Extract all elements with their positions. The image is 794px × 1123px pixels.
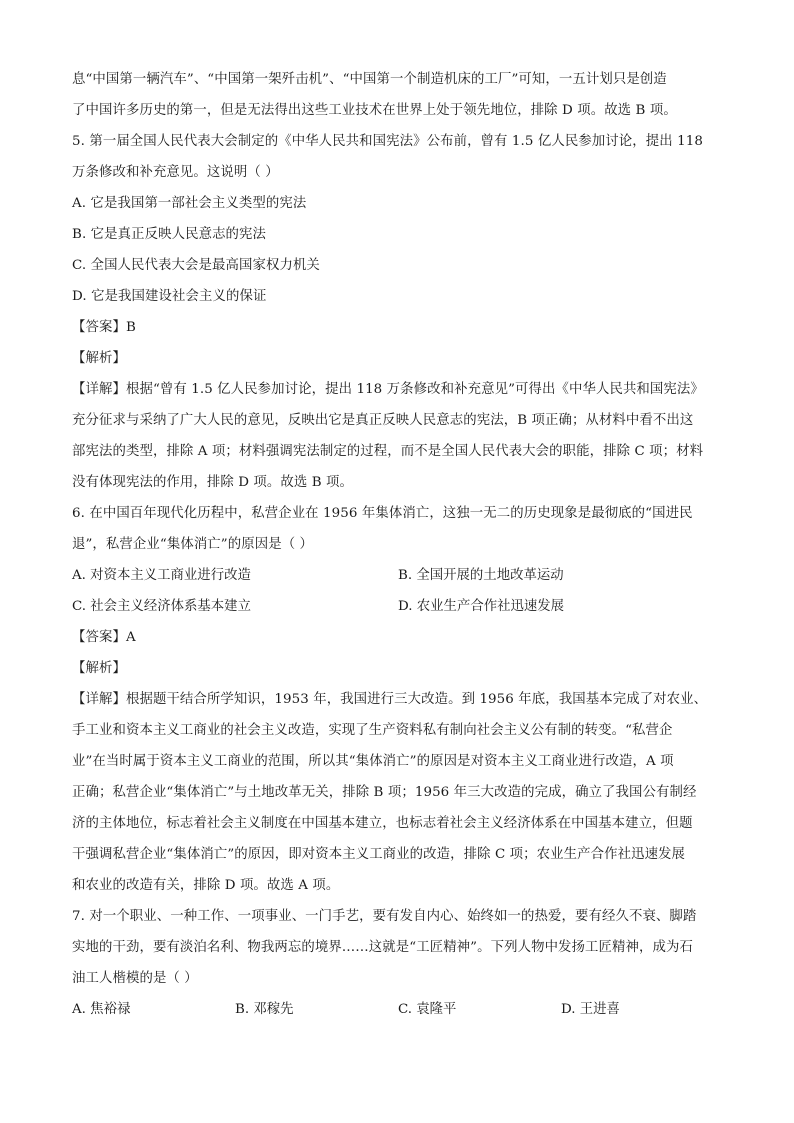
detail-line	[72, 684, 724, 715]
detail-label: 【详解】	[72, 692, 126, 707]
answer-label: 【答案】	[72, 320, 126, 335]
detail-line: 充分征求与采纳了广大人民的意见，反映出它是真正反映人民意志的宪法，B 项正确；从材料中看不出这	[72, 413, 694, 428]
option-a: A. 对资本主义工商业进行改造	[72, 568, 251, 583]
option-c: C. 袁隆平	[398, 1002, 457, 1017]
answer-line	[72, 622, 724, 653]
option-d: D. 王进喜	[561, 1002, 620, 1017]
option-c: C. 社会主义经济体系基本建立	[72, 599, 251, 614]
text-line: 息“中国第一辆汽车”、“中国第一架歼击机”、“中国第一个制造机床的工厂”可知，一五计划只是创造	[72, 72, 667, 87]
answer-label: 【答案】	[72, 630, 126, 645]
question-stem-line: 退”，私营企业“集体消亡”的原因是（ ）	[72, 537, 314, 552]
detail-line: 正确；私营企业“集体消亡”与土地改革无关，排除 B 项；1956 年三大改造的完成，确立了我国公有制经	[72, 785, 697, 800]
option-b: B. 它是真正反映人民意志的宪法	[72, 227, 267, 242]
option-a: A. 它是我国第一部社会主义类型的宪法	[72, 196, 307, 211]
detail-line: 业”在当时属于资本主义工商业的范围，所以其“集体消亡”的原因是对资本主义工商业进行改造，A 项	[72, 754, 674, 769]
answer-value: B	[125, 320, 136, 335]
options-row	[72, 994, 724, 1025]
option-d: D. 农业生产合作社迅速发展	[398, 599, 565, 614]
detail-line: 部宪法的类型，排除 A 项；材料强调宪法制定的过程，而不是全国人民代表大会的职能，排除 C 项；材料	[72, 444, 704, 459]
option-a: A. 焦裕禄	[72, 1002, 131, 1017]
detail-line: 没有体现宪法的作用，排除 D 项。故选 B 项。	[72, 475, 354, 490]
detail-line	[72, 374, 724, 405]
text-line: 了中国许多历史的第一，但是无法得出这些工业技术在世界上处于领先地位，排除 D 项。故选 B 项。	[72, 103, 677, 118]
question-stem-line: 实地的干劲，要有淡泊名利、物我两忘的境界……这就是“工匠精神”。下列人物中发扬工匠精神，成为石	[72, 940, 693, 955]
document-page	[72, 64, 724, 1025]
analysis-label: 【解析】	[72, 351, 126, 366]
detail-line: 济的主体地位，标志着社会主义制度在中国基本建立，也标志着社会主义经济体系在中国基本建立，但题	[72, 816, 693, 831]
question-stem-line: 油工人楷模的是（ ）	[72, 971, 198, 986]
option-c: C. 全国人民代表大会是最高国家权力机关	[72, 258, 320, 273]
question-stem-line: 6. 在中国百年现代化历程中，私营企业在 1956 年集体消亡，这独一无二的历史现象是最彻底的“国进民	[72, 506, 693, 521]
detail-text: 根据“曾有 1.5 亿人民参加讨论，提出 118 万条修改和补充意见”可得出《中华人民共和国宪法》	[125, 382, 704, 397]
detail-text: 根据题干结合所学知识，1953 年，我国进行三大改造。到 1956 年底，我国基本完成了对农业、	[125, 692, 708, 707]
answer-value: A	[125, 630, 136, 645]
options-row	[72, 560, 724, 591]
detail-line: 干强调私营企业“集体消亡”的原因，即对资本主义工商业的改造，排除 C 项；农业生产合作社迅速发展	[72, 847, 686, 862]
previous-answer-tail	[72, 64, 724, 126]
question-stem-line: 万条修改和补充意见。这说明（ ）	[72, 165, 279, 180]
question-stem-line: 5. 第一届全国人民代表大会制定的《中华人民共和国宪法》公布前，曾有 1.5 亿人民参加讨论，提出 118	[72, 134, 703, 149]
question-7	[72, 901, 724, 1025]
detail-line: 和农业的改造有关，排除 D 项。故选 A 项。	[72, 878, 340, 893]
question-stem-line: 7. 对一个职业、一种工作、一项事业、一门手艺，要有发自内心、始终如一的热爱，要有经久不衰、脚踏	[72, 909, 697, 924]
option-b: B. 邓稼先	[235, 1002, 294, 1017]
question-6	[72, 498, 724, 901]
options-row	[72, 591, 724, 622]
option-b: B. 全国开展的土地改革运动	[398, 568, 564, 583]
detail-line: 手工业和资本主义工商业的社会主义改造，实现了生产资料私有制向社会主义公有制的转变。“私营企	[72, 723, 673, 738]
option-d: D. 它是我国建设社会主义的保证	[72, 289, 267, 304]
detail-label: 【详解】	[72, 382, 126, 397]
question-5	[72, 126, 724, 498]
analysis-label: 【解析】	[72, 661, 126, 676]
answer-line	[72, 312, 724, 343]
